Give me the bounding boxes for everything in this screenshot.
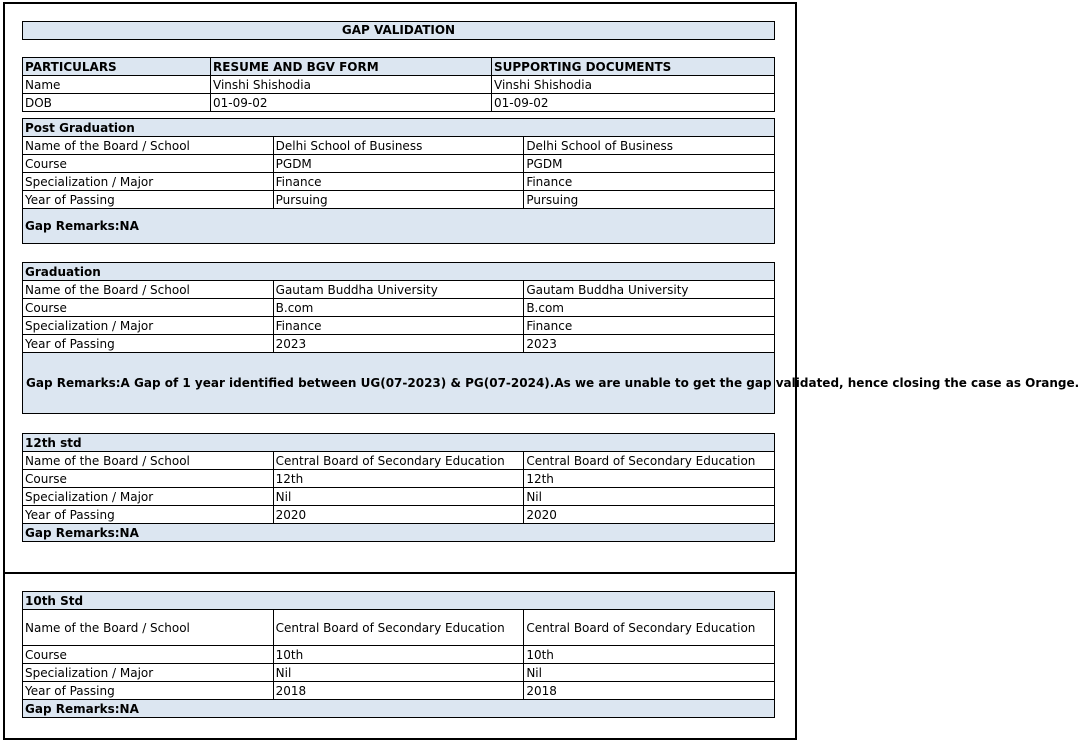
table-row — [23, 452, 775, 470]
resume-value: Gautam Buddha University — [273, 281, 524, 299]
header-supporting-docs: SUPPORTING DOCUMENTS — [492, 58, 775, 76]
resume-value: 12th — [273, 470, 524, 488]
particulars-table — [22, 57, 775, 112]
docs-value: 10th — [524, 646, 775, 664]
table-row — [23, 76, 775, 94]
docs-value: PGDM — [524, 155, 775, 173]
table-row — [23, 173, 775, 191]
table-row — [23, 191, 775, 209]
page-title: GAP VALIDATION — [22, 21, 775, 40]
docs-value: Finance — [524, 317, 775, 335]
docs-value: 12th — [524, 470, 775, 488]
docs-value: Central Board of Secondary Education — [524, 452, 775, 470]
resume-value: Finance — [273, 173, 524, 191]
row-label: Course — [23, 470, 274, 488]
row-label: Specialization / Major — [23, 317, 274, 335]
table-row — [23, 137, 775, 155]
docs-value: Vinshi Shishodia — [492, 76, 775, 94]
docs-value: Central Board of Secondary Education — [524, 610, 775, 646]
docs-value: B.com — [524, 299, 775, 317]
docs-value: Pursuing — [524, 191, 775, 209]
row-label: Year of Passing — [23, 506, 274, 524]
section-heading: 10th Std — [23, 592, 775, 610]
row-label: Course — [23, 299, 274, 317]
table-row — [23, 682, 775, 700]
graduation-table — [22, 262, 1079, 414]
row-label: Specialization / Major — [23, 664, 274, 682]
table-row — [23, 646, 775, 664]
row-label: Course — [23, 646, 274, 664]
row-label: Year of Passing — [23, 191, 274, 209]
std12-table — [22, 433, 775, 542]
resume-value: 01-09-02 — [211, 94, 492, 112]
table-row — [23, 470, 775, 488]
resume-value: Central Board of Secondary Education — [273, 610, 524, 646]
row-label: Name of the Board / School — [23, 281, 274, 299]
table-row — [23, 317, 775, 335]
gap-remarks: Gap Remarks:NA — [23, 524, 775, 542]
row-label: Specialization / Major — [23, 488, 274, 506]
table-row — [23, 299, 775, 317]
resume-value: Vinshi Shishodia — [211, 76, 492, 94]
resume-value: 2020 — [273, 506, 524, 524]
row-label: Specialization / Major — [23, 173, 274, 191]
table-row — [23, 610, 775, 646]
header-resume: RESUME AND BGV FORM — [211, 58, 492, 76]
table-row — [23, 155, 775, 173]
table-row — [23, 488, 775, 506]
row-label: Year of Passing — [23, 682, 274, 700]
docs-value: Delhi School of Business — [524, 137, 775, 155]
resume-value: Pursuing — [273, 191, 524, 209]
std10-table — [22, 591, 775, 718]
docs-value: Nil — [524, 664, 775, 682]
row-label: Name of the Board / School — [23, 610, 274, 646]
header-row — [23, 58, 775, 76]
docs-value: 2023 — [524, 335, 775, 353]
resume-value: 2023 — [273, 335, 524, 353]
resume-value: PGDM — [273, 155, 524, 173]
table-row — [23, 281, 775, 299]
resume-value: Central Board of Secondary Education — [273, 452, 524, 470]
docs-value: 2018 — [524, 682, 775, 700]
section-heading: Graduation — [23, 263, 775, 281]
resume-value: Nil — [273, 488, 524, 506]
table-row — [23, 94, 775, 112]
resume-value: B.com — [273, 299, 524, 317]
docs-value: 2020 — [524, 506, 775, 524]
table-row — [23, 664, 775, 682]
row-label: Year of Passing — [23, 335, 274, 353]
table-row — [23, 335, 775, 353]
docs-value: Finance — [524, 173, 775, 191]
row-label: Name of the Board / School — [23, 137, 274, 155]
resume-value: 10th — [273, 646, 524, 664]
gap-remarks: Gap Remarks:A Gap of 1 year identified between UG(07-2023) & PG(07-2024).As we are unable to get the gap validated, hence closing the case as Orange. — [23, 353, 775, 414]
row-label: Name — [23, 76, 211, 94]
row-label: Course — [23, 155, 274, 173]
row-label: DOB — [23, 94, 211, 112]
section-heading: Post Graduation — [23, 119, 775, 137]
docs-value: 01-09-02 — [492, 94, 775, 112]
resume-value: Finance — [273, 317, 524, 335]
docs-value: Nil — [524, 488, 775, 506]
resume-value: Delhi School of Business — [273, 137, 524, 155]
row-label: Name of the Board / School — [23, 452, 274, 470]
docs-value: Gautam Buddha University — [524, 281, 775, 299]
gap-remarks: Gap Remarks:NA — [23, 209, 775, 244]
section-heading: 12th std — [23, 434, 775, 452]
gap-remarks: Gap Remarks:NA — [23, 700, 775, 718]
resume-value: Nil — [273, 664, 524, 682]
header-particulars: PARTICULARS — [23, 58, 211, 76]
post-graduation-table — [22, 118, 775, 244]
table-row — [23, 506, 775, 524]
resume-value: 2018 — [273, 682, 524, 700]
